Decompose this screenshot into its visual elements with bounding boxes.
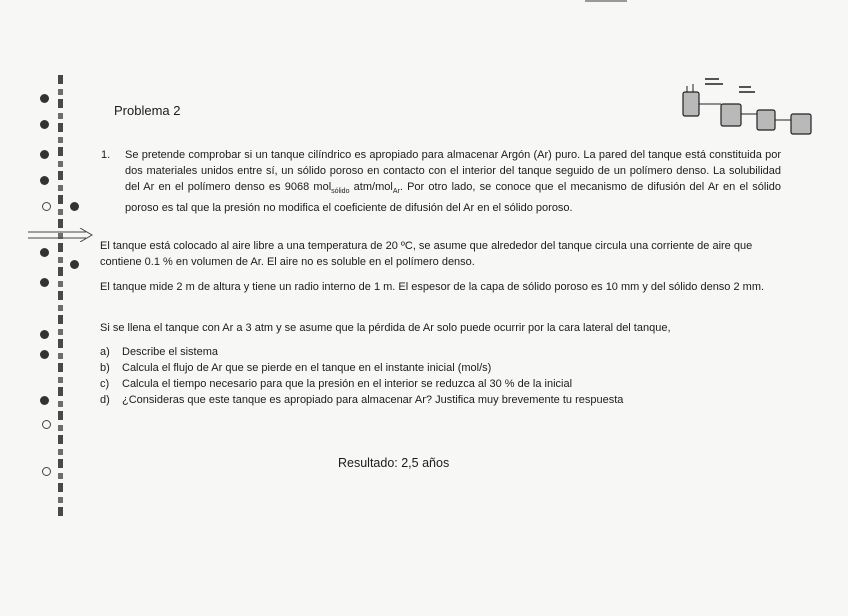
paragraph-conditions: El tanque está colocado al aire libre a una temperatura de 20 ºC, se asume que alrededor del tanque circula una corriente de aire que contiene 0.1 % en volumen de Ar. El aire no es soluble en el polímero denso. [100, 240, 753, 268]
punch-hole [40, 278, 49, 287]
item-label: c) [100, 378, 110, 390]
item-text: Calcula el flujo de Ar que se pierde en el tanque en el instante inicial (mol/s) [122, 362, 492, 374]
list-item [100, 360, 623, 376]
scan-mark [585, 0, 627, 2]
question-text-a: Se pretende comprobar si un tanque cilíndrico es apropiado para almacenar Argón (Ar) puro. La pared del tanque está constituida por dos materiales unidos entre sí, un sólido poroso en contacto con el interior del tanque seguido de un polímero denso. La solubilidad del Ar en el polímero denso es 9068 mol [125, 149, 781, 193]
punch-hole [70, 260, 79, 269]
paragraph-intro: Si se llena el tanque con Ar a 3 atm y se asume que la pérdida de Ar solo puede ocurrir por la cara lateral del tanque, [100, 322, 671, 334]
problem-title: Problema 2 [114, 103, 181, 118]
tanks-illustration [677, 74, 817, 138]
punch-hole [40, 330, 49, 339]
punch-hole [40, 150, 49, 159]
list-item [100, 376, 623, 392]
punch-hole [42, 467, 51, 476]
list-item [100, 392, 623, 408]
punch-hole [40, 350, 49, 359]
result-text: Resultado: 2,5 años [338, 456, 450, 470]
punch-hole [40, 94, 49, 103]
punch-hole [40, 120, 49, 129]
punch-hole [40, 176, 49, 185]
punch-hole [70, 202, 79, 211]
punch-hole [40, 396, 49, 405]
question-number: 1. [101, 149, 111, 161]
question-text [125, 147, 781, 216]
item-label: b) [100, 362, 110, 374]
item-label: d) [100, 394, 110, 406]
question-text-c: . Por otro lado, se conoce que el mecanismo de difusión del Ar en el sólido poroso es tal que la presión no modifica el coeficiente de difusión del Ar en el sólido poroso. [125, 181, 782, 215]
item-label: a) [100, 346, 110, 358]
question-text-b: atm/mol [349, 181, 393, 193]
subscript-solid: sólido [331, 188, 350, 196]
punch-hole [42, 202, 51, 211]
item-text: Describe el sistema [122, 346, 218, 358]
binding-edge [58, 75, 63, 520]
subscript-ar: Ar [392, 188, 400, 196]
list-item [100, 344, 623, 360]
question-list [100, 344, 623, 408]
paragraph-dimensions: El tanque mide 2 m de altura y tiene un radio interno de 1 m. El espesor de la capa de sólido poroso es 10 mm y del sólido denso 2 mm. [100, 281, 765, 293]
item-text: ¿Consideras que este tanque es apropiado para almacenar Ar? Justifica muy brevemente tu respuesta [122, 394, 624, 406]
margin-arrow-icon [28, 228, 94, 242]
punch-hole [42, 420, 51, 429]
item-text: Calcula el tiempo necesario para que la presión en el interior se reduzca al 30 % de la inicial [122, 378, 573, 390]
punch-hole [40, 248, 49, 257]
